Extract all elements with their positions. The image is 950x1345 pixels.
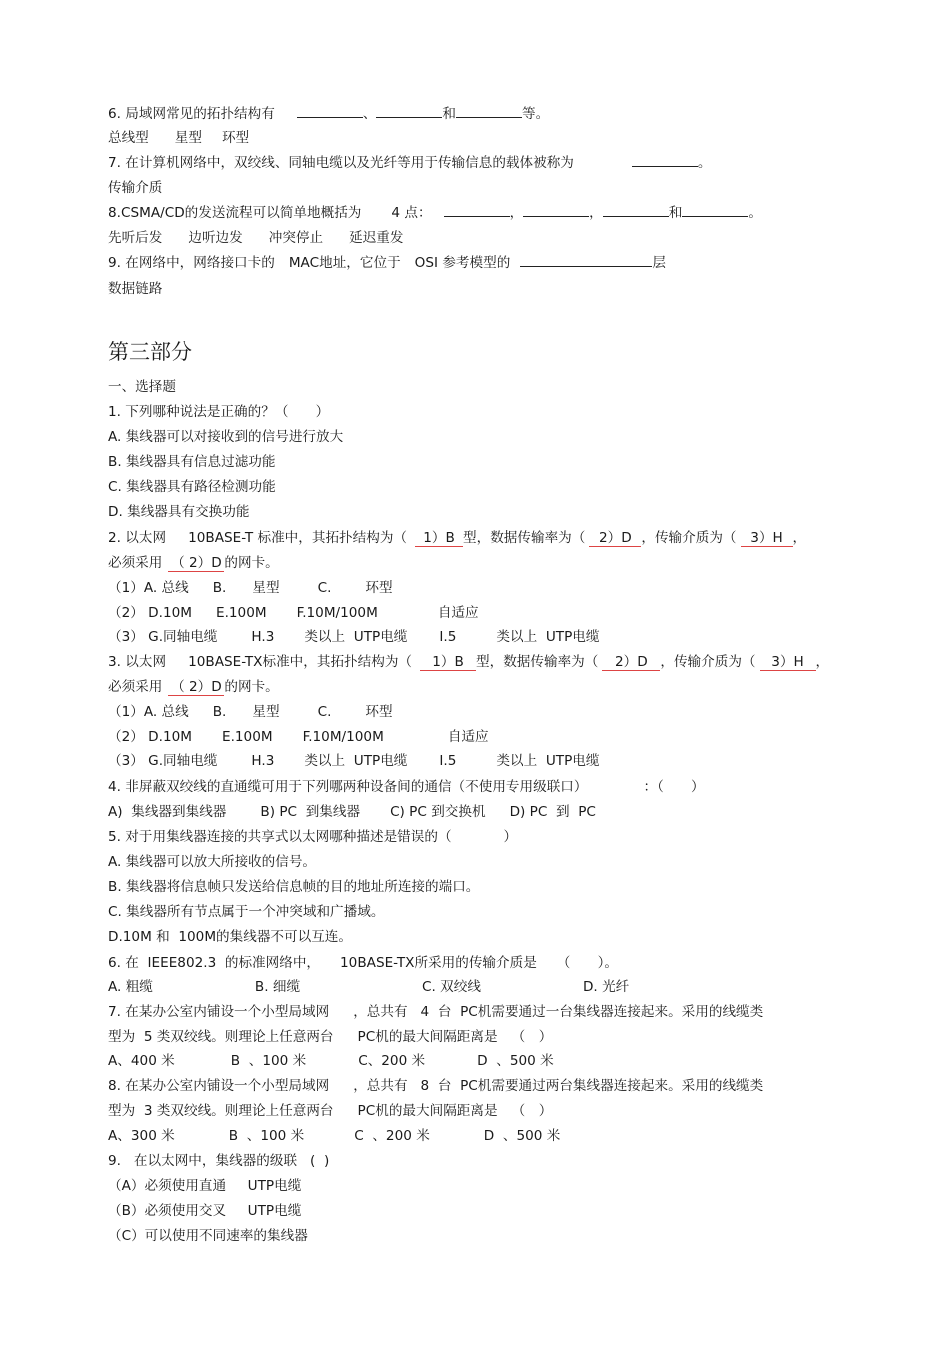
answer-text: 传输介质 [108, 180, 163, 196]
a8-line [108, 229, 404, 247]
q9-option-b: （B）必须使用交叉 UTP电缆 [108, 1203, 302, 1219]
answer-blank [682, 216, 748, 217]
answer-blank: 3）H [760, 655, 816, 671]
q1-option-d: D. 集线器具有交换功能 [108, 504, 250, 520]
q9-option-c: （C）可以使用不同速率的集线器 [108, 1228, 308, 1244]
q7-line: 7. 在某办公室内铺设一个小型局域网 ，总共有 4 台 PC机需要通过一台集线器连接起来。采用的线缆类 [108, 1004, 764, 1020]
q5-option-c: C. 集线器所有节点属于一个冲突域和广播域。 [108, 904, 385, 920]
q9-line: 9. 在以太网中，集线器的级联 ( ) [108, 1153, 330, 1169]
answer-text: 环型 [221, 130, 250, 146]
question-text: 2. 以太网 [108, 530, 167, 546]
question-text: 6. 在 IEEE802.3 的标准网络中， [108, 955, 321, 971]
question-text: 3. 以太网 [108, 654, 167, 670]
q7-line: 7. 在计算机网络中，双绞线、同轴电缆以及光纤等用于传输信息的载体被称为 。 [108, 155, 712, 171]
q3-options-2: （2） D.10M E.100M F.10M/100M 自适应 [108, 729, 489, 745]
answer-blank [603, 216, 669, 217]
answer-text: 总线型 [108, 130, 149, 146]
q9-line: 9. 在网络中，网络接口卡的 MAC地址，它位于 OSI 参考模型的 层 [108, 255, 666, 271]
answer-text: 数据链路 [108, 281, 163, 297]
answer-blank [376, 117, 442, 118]
answer-blank: 1）B [415, 531, 463, 547]
question-text: 4. 非屏蔽双绞线的直通缆可用于下列哪两种设备间的通信（不使用专用级联口） [108, 779, 588, 795]
answer-text: 冲突停止 [268, 230, 324, 246]
q4-options: A) 集线器到集线器 B) PC 到集线器 C) PC 到交换机 D) PC 到 PC [108, 804, 596, 820]
q2-line: 2. 以太网 10BASE-T 标准中，其拓扑结构为（ 1）B 型，数据传输率为（ 2）D ，传输介质为（ 3）H ， [108, 530, 807, 546]
answer-blank [297, 117, 363, 118]
q9-option-a: （A）必须使用直通 UTP电缆 [108, 1178, 302, 1194]
answer-blank [444, 216, 510, 217]
q6-line: 6. 在 IEEE802.3 的标准网络中， 10BASE-TX所采用的传输介质是 （ ）。 [108, 955, 618, 971]
q3-options-1: （1）A. 总线 B. 星型 C. 环型 [108, 704, 393, 720]
answer-text: 星型 [174, 130, 202, 146]
q3-options-3: （3） G.同轴电缆 H.3 类以上 UTP电缆 I.5 类以上 UTP电缆 [108, 753, 600, 769]
q1-option-a: A. 集线器可以对接收到的信号进行放大 [108, 429, 344, 445]
q3-line: 3. 以太网 10BASE-TX标准中，其拓扑结构为（ 1）B 型，数据传输率为（ 2）D ，传输介质为（ 3）H ， [108, 654, 830, 670]
q1-option-c: C. 集线器具有路径检测功能 [108, 479, 276, 495]
question-text: 8.CSMA/CD的发送流程可以简单地概括为 [108, 205, 362, 221]
q1-text: 1. 下列哪种说法是正确的？（ ） [108, 404, 330, 420]
answer-blank: 3）H [741, 531, 793, 547]
question-text: 7. 在某办公室内铺设一个小型局域网 [108, 1004, 330, 1020]
answer-blank: 2）D [589, 531, 641, 547]
q6-options: A. 粗缆 B. 细缆 C. 双绞线 D. 光纤 [108, 979, 630, 995]
q8-options: A、300 米 B 、100 米 C 、200 米 D 、500 米 [108, 1128, 561, 1144]
q7-line2: 型为 5 类双绞线。则理论上任意两台 PC机的最大间隔距离是 （ ） [108, 1029, 553, 1045]
question-text: 5. 对于用集线器连接的共享式以太网哪种描述是错误的（ [108, 829, 452, 845]
section-subtitle: 一、选择题 [108, 379, 176, 395]
q2-line2: 必须采用 （ 2）D 的网卡。 [108, 555, 279, 571]
q8-line: 8. 在某办公室内铺设一个小型局域网 ，总共有 8 台 PC机需要通过两台集线器连接起来。采用的线缆类 [108, 1078, 764, 1094]
answer-blank [523, 216, 589, 217]
answer-blank [632, 166, 698, 167]
q3-line2: 必须采用 （ 2）D 的网卡。 [108, 679, 279, 695]
question-text: 8. 在某办公室内铺设一个小型局域网 [108, 1078, 330, 1094]
answer-blank: （ 2）D [168, 556, 224, 572]
q5-option-d: D.10M 和 100M的集线器不可以互连。 [108, 929, 352, 945]
answer-blank [456, 117, 522, 118]
a9-line [108, 280, 162, 298]
q7-options: A、400 米 B 、100 米 C、200 米 D 、500 米 [108, 1053, 554, 1069]
answer-text: 延迟重发 [349, 230, 404, 246]
a6-line [108, 129, 249, 147]
q2-options-2: （2） D.10M E.100M F.10M/100M 自适应 [108, 605, 479, 621]
q5-line: 5. 对于用集线器连接的共享式以太网哪种描述是错误的（ ） [108, 829, 518, 845]
q4-line: 4. 非屏蔽双绞线的直通缆可用于下列哪两种设备间的通信（不使用专用级联口） ：（ ） [108, 779, 705, 795]
q1-option-b: B. 集线器具有信息过滤功能 [108, 454, 276, 470]
q2-options-3: （3） G.同轴电缆 H.3 类以上 UTP电缆 I.5 类以上 UTP电缆 [108, 629, 600, 645]
answer-blank: （ 2）D [168, 680, 224, 696]
question-text: 6. 局域网常见的拓扑结构有 [108, 106, 275, 122]
q8-line2: 型为 3 类双绞线。则理论上任意两台 PC机的最大间隔距离是 （ ） [108, 1103, 553, 1119]
q5-option-b: B. 集线器将信息帧只发送给信息帧的目的地址所连接的端口。 [108, 879, 480, 895]
q8-line: 8.CSMA/CD的发送流程可以简单地概括为 4 点： ， ， 和 。 [108, 205, 762, 221]
answer-blank [520, 266, 652, 267]
answer-text: 边听边发 [188, 230, 243, 246]
answer-blank: 1）B [420, 655, 476, 671]
question-text: 9. 在网络中，网络接口卡的 [108, 255, 275, 271]
q6-line: 6. 局域网常见的拓扑结构有 、 和 等。 [108, 106, 550, 122]
question-text: 7. 在计算机网络中，双绞线、同轴电缆以及光纤等用于传输信息的载体被称为 [108, 155, 574, 171]
answer-text: 先听后发 [108, 230, 163, 246]
section-title: 第三部分 [108, 340, 192, 364]
q5-option-a: A. 集线器可以放大所接收的信号。 [108, 854, 317, 870]
answer-blank: 2）D [602, 655, 660, 671]
a7-line [108, 179, 162, 197]
q2-options-1: （1）A. 总线 B. 星型 C. 环型 [108, 580, 393, 596]
